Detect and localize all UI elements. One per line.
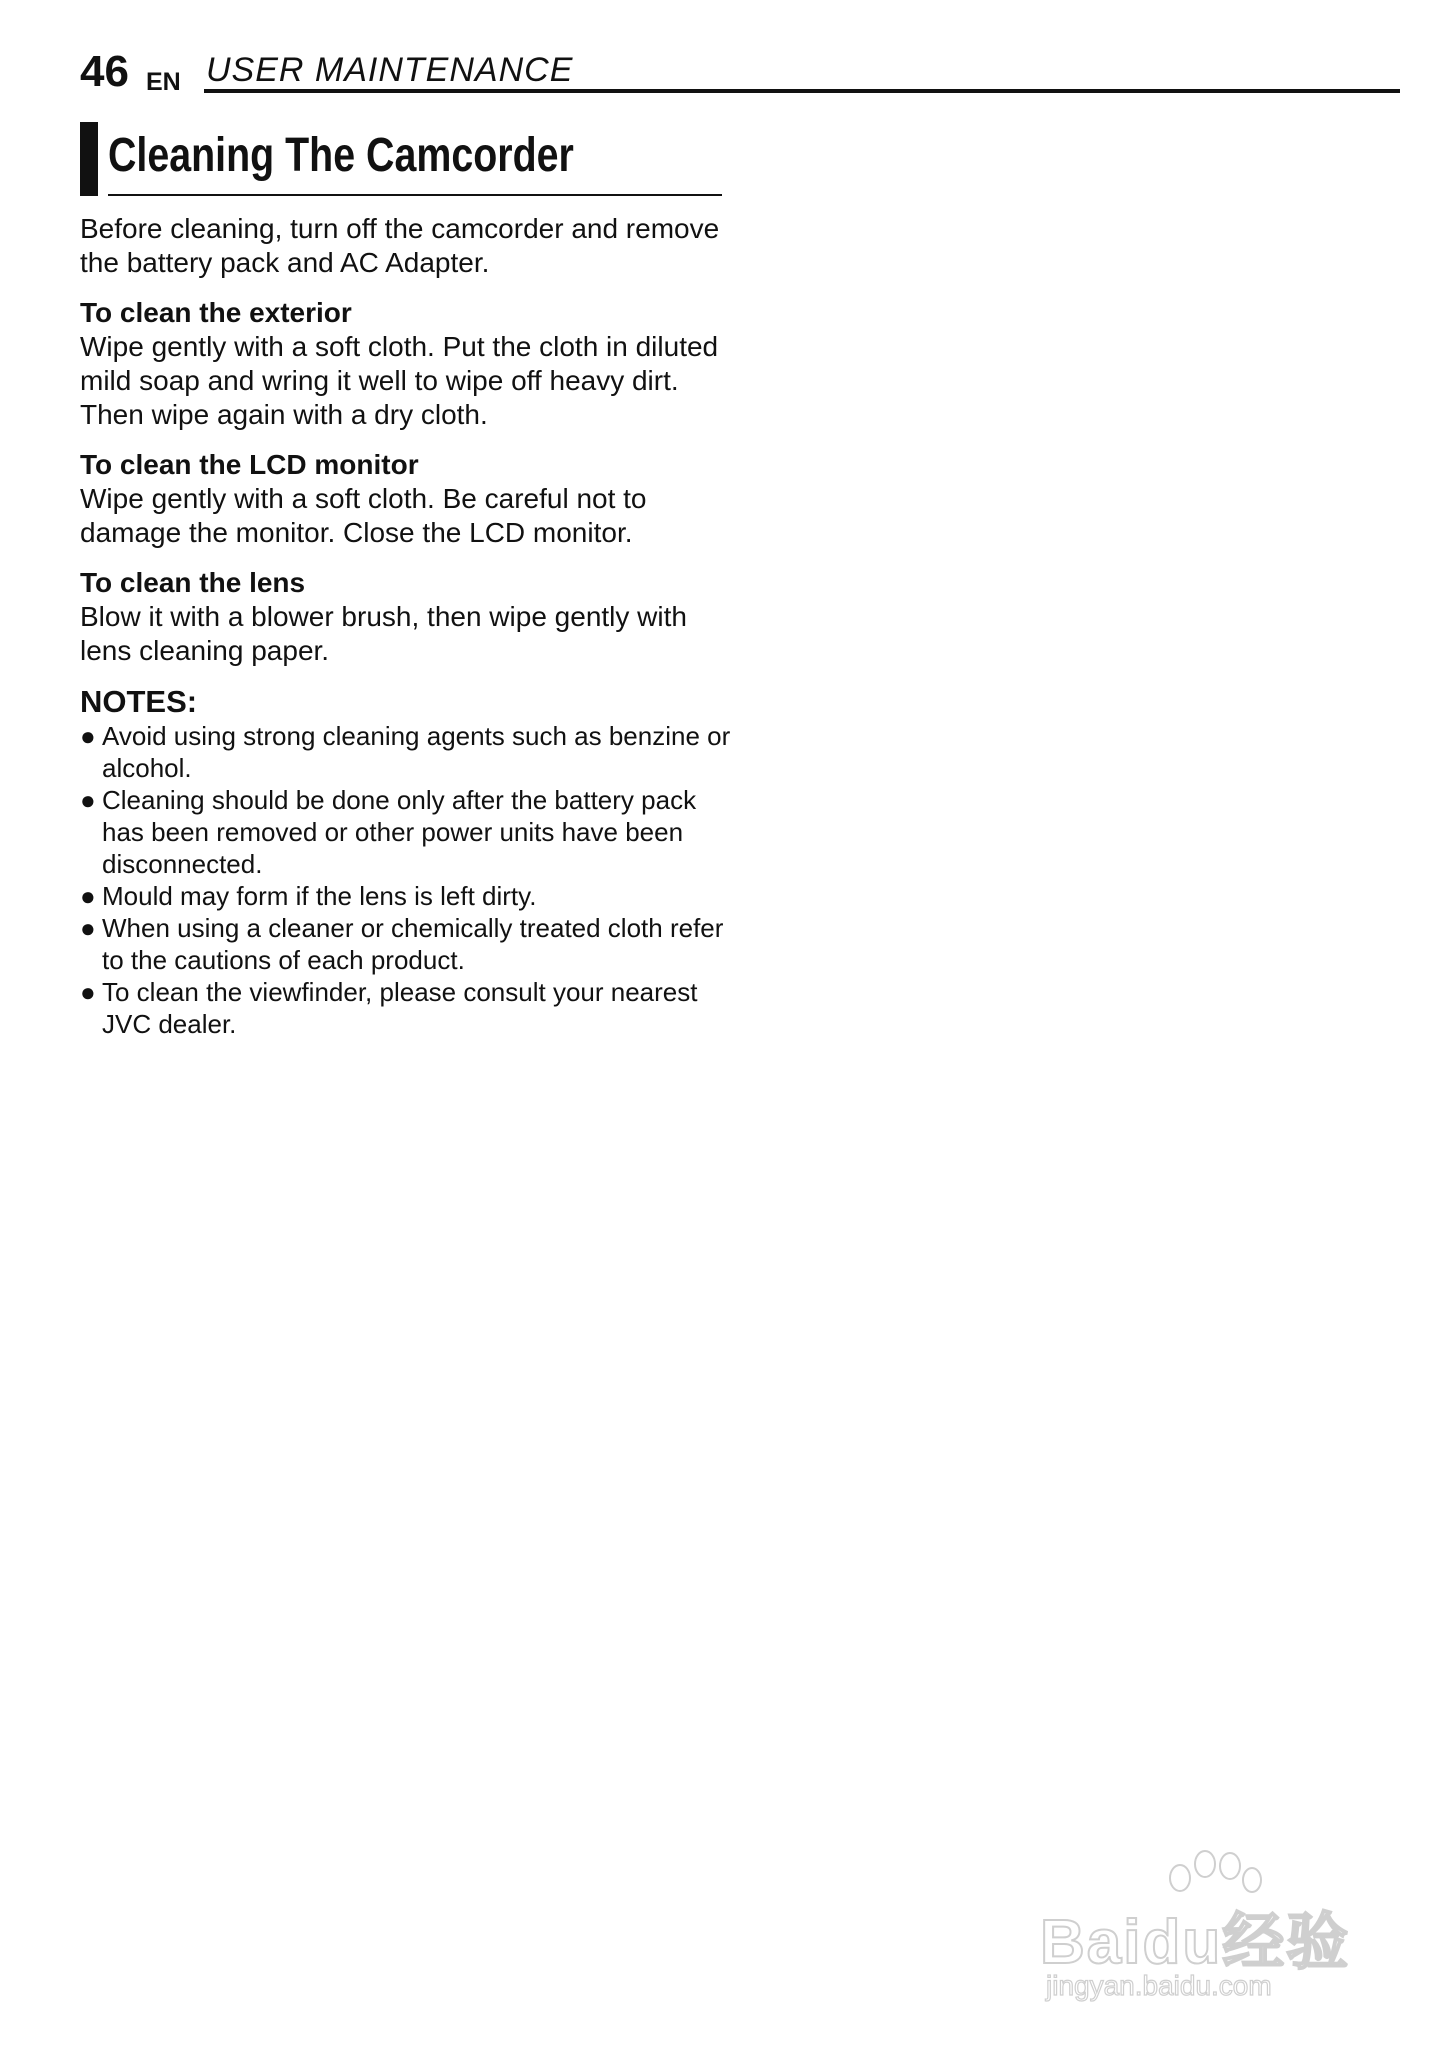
note-text: Mould may form if the lens is left dirty. (102, 881, 537, 911)
bullet-icon: ● (80, 785, 96, 815)
note-text: When using a cleaner or chemically treated cloth refer to the cautions of each product. (102, 913, 724, 975)
bullet-icon: ● (80, 913, 96, 943)
intro-paragraph: Before cleaning, turn off the camcorder and remove the battery pack and AC Adapter. (80, 213, 720, 278)
page-title: Cleaning The Camcorder (108, 129, 574, 182)
main-content (80, 212, 740, 1040)
list-item (80, 784, 740, 880)
note-text: To clean the viewfinder, please consult your nearest JVC dealer. (102, 977, 698, 1039)
list-item (80, 880, 740, 912)
watermark-logo: Baidu经验 (1040, 1908, 1351, 1977)
subheading-lcd: To clean the LCD monitor (80, 449, 419, 480)
bullet-icon: ● (80, 881, 96, 911)
page-header (80, 48, 1400, 96)
list-item (80, 720, 740, 784)
notes-list (80, 720, 740, 1040)
note-text: Avoid using strong cleaning agents such as benzine or alcohol. (102, 721, 731, 783)
paragraph-exterior: Wipe gently with a soft cloth. Put the cloth in diluted mild soap and wring it well to wipe off heavy dirt. Then wipe again with a dry cloth. (80, 331, 719, 430)
title-rule (108, 194, 722, 196)
subheading-lens: To clean the lens (80, 567, 306, 598)
section-title: USER MAINTENANCE (206, 51, 574, 89)
subheading-exterior: To clean the exterior (80, 297, 352, 328)
header-rule (204, 89, 1400, 93)
list-item (80, 976, 740, 1040)
list-item (80, 912, 740, 976)
language-code: EN (146, 68, 181, 96)
notes-heading: NOTES: (80, 684, 198, 719)
page-number: 46 (80, 47, 129, 96)
title-bar (80, 122, 98, 196)
watermark (1030, 1842, 1390, 2012)
bullet-icon: ● (80, 721, 96, 751)
title-block (80, 122, 722, 198)
watermark-url: jingyan.baidu.com (1046, 1970, 1272, 2001)
bullet-icon: ● (80, 977, 96, 1007)
paragraph-lens: Blow it with a blower brush, then wipe gently with lens cleaning paper. (80, 601, 687, 666)
note-text: Cleaning should be done only after the battery pack has been removed or other power units have been disconnected. (102, 785, 697, 879)
paragraph-lcd: Wipe gently with a soft cloth. Be careful not to damage the monitor. Close the LCD monitor. (80, 483, 647, 548)
